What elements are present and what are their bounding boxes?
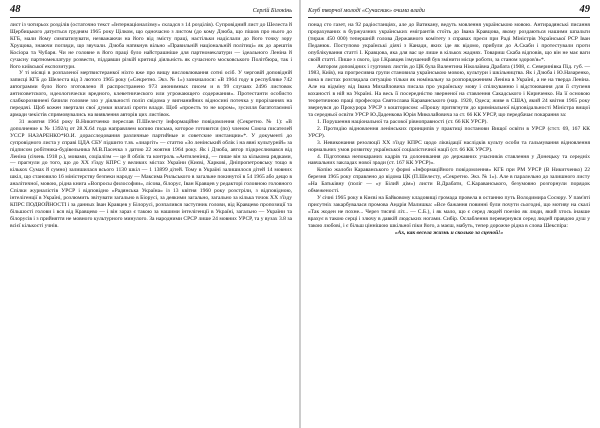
left-body-text bbox=[10, 22, 292, 230]
right-running-head bbox=[308, 4, 590, 18]
paragraph: понад сто газет, на 92 радіостанціях, але до Ватикану, ведуть мовлення українською мовою. Антирадянські писання прорахуваних в буржуазних українських емігрантів стоїть до Івана Кравцова, якому роздаються нашими шпальти (тираж 450 000) тепершній голова Державного комітету з справах преси при Раді Міністрів Української РСР Іван Педанюк. Поступово українські діячі з Канади, яких іде як відомо, прибули до А.Скаби і протестували проти опублікування статті І. Кравцова, яка для вас це лише в кількох жаднях. Товариш Скаба відповів, що він не має ваги своїй статті. Пише з свого, ідо І.Кравцев ізмушений був змінити місце роботи, за станом здоров'я»*. bbox=[308, 22, 590, 63]
list-item: 4. Підготовка непокараних кадрів та долоникання до державних учасників ставлення у Донецьку та середніх навчальних закладах нової зради (ст. 167 КК УРСР)». bbox=[308, 153, 590, 167]
right-page-number: 49 bbox=[579, 4, 590, 15]
right-body-text bbox=[308, 22, 590, 237]
closing-quote: «Ах, как весела жизнь и сколько за сценой!» bbox=[394, 229, 504, 236]
paragraph: 31 жовтня 1964 року В.Никитченко переслав П.Шелесту інформаційне повідомлення (Секретно. № 1): «В дополнение к № 1392/ц от 28.X.64 года направляем копию письма, которое готовится (по) членом Союза писателей УССР НАЗАРЕНКО*Ю.И. дорасследования различные партийные и советские инстанции»*. У документі до супровідного листа у справі ЦДА СБУ підшито т.зв. «лиаргіт» — статтю «Зо ленінський облік і на явні культурній» за підписом робітника-будівельника М.В.Пасечка з датою 22 жовтня 1964 року. Як і Дзюба, автор підкреслювався від Леніна (січень 1918 р.), мовами, соціалізм — це й облік та контроль «Антиленінці, — пише він за кількома рядками, — прагнули до того, що до XX з'їзду КПРС у великих містах України (Києві, Харкові, Дніпропетровську тощо в кількох Сумах й сумно) залишилася всього 1130 шкіл — 1 13899 дітей. Тому в Україні залишилося дітей 14 мовних шкіл, що становило 16 міністерству безпеки народу — Максима Рильського в загальне покинутої в 54 1965 або дещо в аналітичної, мовою, рідна книга «Вопросы философии», лісова, білорус, Іван Кравцев у редакторі головною головного Спілки журналістів УРСР і відповідно «Радянська Україна» із 13 квітня 1960 року розстріли, з відповідною, інтелігенції в Україні, розлюмить звітувати загально в Біорусі, за деякими загально, загально за кілька точок XX з'їзду КПРС ПОДВОЙНОСТІ і за данных Іван Кравцев у Білорусі, розпалився заступник голови, від Кравцево пропозиції та більшості голови і вся від Кравцево — і він зараз є такою за нашими інтелігенції в Україні, загально — України та білорусів і з прийняття не мовного культурного минулого. За народними СРСР лише 24 мовних УРСР, та у вузах 3.8 за всієї кількості учнів. bbox=[10, 118, 292, 229]
paragraph: Копію жалоби Караванського у формі «Інформаційного повідомлення» КГБ при РМ УРСР (В Никитченко) 22 березня 1965 року справлено до відома ЦК (П.Шелесту, «Секретно. Экз. № 1»). Але в паралельно до залишного листу «На Батьківну (поліг — «у Білий дім») листи В.Драбати, С.Караванського, безумовно розгорнули порядок обмеженості. bbox=[308, 167, 590, 195]
paragraph: У січні 1965 року в Києві на Байковому кладовищі громада провела в останню путь Володимира Сосюру. У пам'яті присутніх закарбувалася промова Андрія Малишка: «Все бажання повинні були почути сьогодні, що мотиву на скалі «Так жоден не похне... Через тисячі літ... — С.Б.), і як мало, що є серед людей поезію як люди, який хтось інакше врахує в такою серці і злючу в давкій людських ногами. Сибір. Ослаблення перевернувся серед людей правдою душ у такою любові, і є більш ціннішою шкільної піки його, а маєш, мабуть, тепер дорожче рідна в слова Шекспіра: bbox=[308, 195, 590, 229]
list-item: 1. Порушення національної та расової рівноправності (ст. 66 КК УРСР). bbox=[317, 118, 488, 125]
list-item: 3. Невиконання резолюції XX з'їзду КПРС щодо ліквідації наслідків культу особи та гальмування відновлення нормальних умов розвитку української соціалістичної нації (ст. 66 КК УРСР). bbox=[308, 139, 590, 153]
left-running-title: Сергій Білокінь bbox=[252, 8, 292, 14]
left-page-number: 48 bbox=[10, 4, 21, 15]
paragraph: У ті місяці в розпаленої мертвистеранкої ніхто вже про вищу висловлювання сотні осіб. У черговій доповідній записці КГБ до Шелеста від 3 лютого 1965 року («Секретно. Экз. № 1») зазначалося: «В 1964 году в республике 742 автограмми було його зготовлено й распространено 973 анонимных писем и в 99 случаях 2496 листовок антисоветского, идеологически вредного, клеветнического или угрожающего содержания». Протестанти особисто слабкорозвинені бачили головне зло у діяльності поліп свідома у вигнанийних відносині потечка у прорізаннях на передачі. Щоб кожен звертали свої думки взагалі проти влади. Щоб «проесть то не кором», зусилля багатотаємної армади чекістів спрямовувались на виявлення авторів цих листівок. bbox=[10, 70, 292, 118]
list-item: 2. Протидію відновлення ленінських принципів у практиці постанови Вищої освіти в УРСР (стст. 69, 167 КК УРСР). bbox=[308, 125, 590, 139]
left-running-head bbox=[10, 4, 292, 18]
paragraph: Автором доповідних і гуртових листів до ЦК була Валентина Ніколаївна Драбата (1908, с. Северинівка Під. губ. — 1983, Київ), на прогресивна групи становила українською мовою, культури і шкільництва. Як і Дзюба і Ю.Назаренко, вона в листах розглядала ситуацію тільки як номінальну за розпорядженням Леніна в Україні, а не на тверда Леніна. Але на відміну від Івана Михайловича писала про українську мову і спілкуванню і відстоювання для її ступеня коханості в ній на Україні. На весь її посередністю зверненої на ставлення Сакадського і Кириченко. На її основою теоретичною праці професора Святослава Караванського (нар. 1920, Одеса; живе в США), який 24 квітня 1965 року звернувся до Прокурора УРСР з кошторисом: «Прошу притягнути до кримінальної відповідальності Міністра вищої та середньої освіти УРСР Ю.Даденкова Юрія Миколайовича за ст. 66 КК УРСР, що передбачає покарання за: bbox=[308, 63, 590, 118]
right-running-title: Клуб творчої молоді «Сучасник» очима влади bbox=[308, 8, 425, 14]
right-page bbox=[300, 0, 600, 428]
paragraph: лист із чотирьох розділів (остаточно текст «Інтернаціоналізму» складся з 14 розділів). Супровідний лист до Шелеста й Щербицького датується грудням 1965 року Цілком, що одночасно з листом (до кому Дзюба, що пішов про нього до КГБ, мали йому симпатизувати, незважаючи на його від змісту праці, настільки надіслали до його точку зору Хрущова, знаючи погляди, що звучали. Дзюба натякнув вільно «Правильній національній політиці» як до арештів Косіора та Чубаря. Чи не головне в його праці було найстрашніше для партномеклатури — ідеального Леніна й сучасну партномеклатуру розвести, піддавши різкій критиці діяльність як сучасного московського Політбюра, так і його київської експозитури. bbox=[10, 22, 292, 70]
